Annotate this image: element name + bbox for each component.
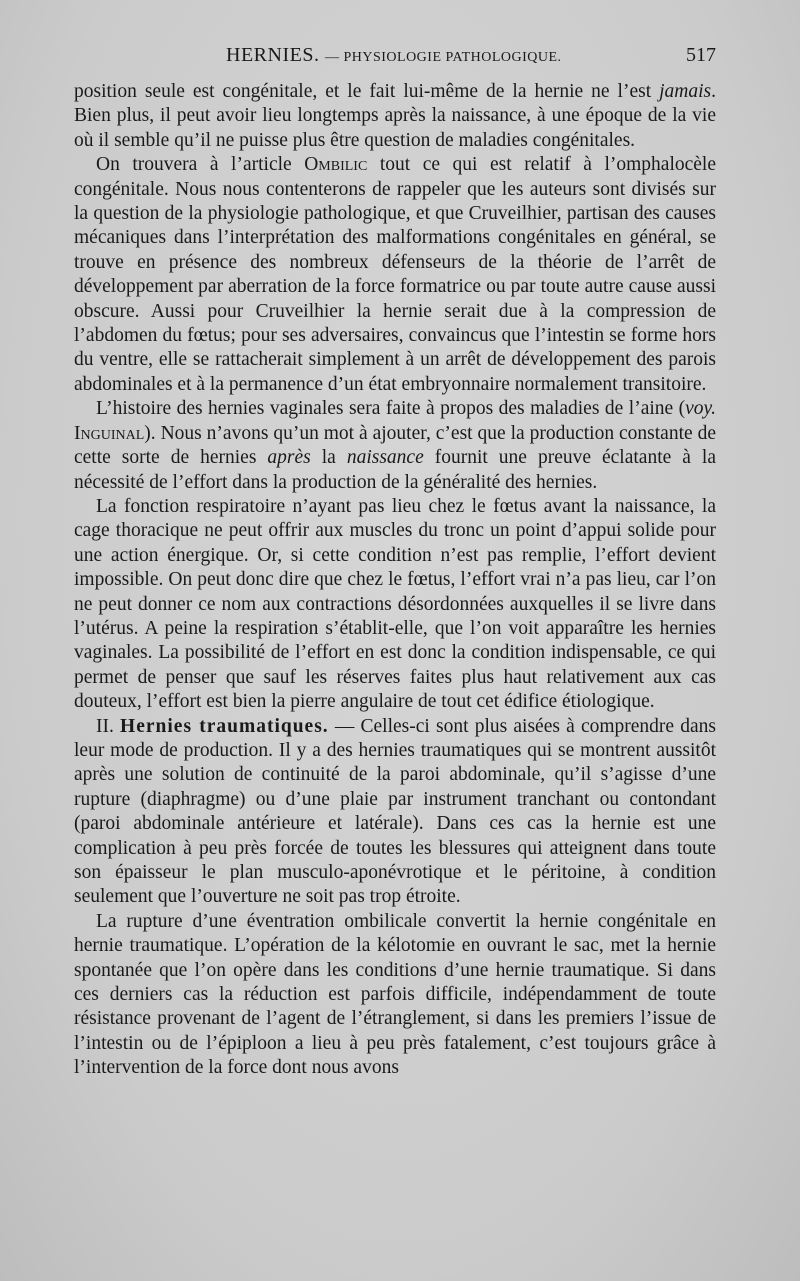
running-title	[226, 44, 562, 67]
text-run: . Bien plus, il peut avoir lieu longtemps après la naissance, à une époque de la vie où il semble qu’il ne puisse plus être question de maladies congénitales.	[74, 81, 716, 151]
text-run: position seule est congénitale, et le fait lui-même de la hernie ne l’est	[74, 81, 660, 102]
text-run: ). Nous n’avons qu’un mot à ajouter, c’est que la production constante de cette sorte de hernies	[74, 422, 716, 469]
text-run: L’histoire des hernies vaginales sera faite à propos des maladies de l’aine (	[96, 398, 686, 420]
running-title-main: HERNIES.	[226, 44, 320, 66]
paragraph-5	[74, 715, 716, 910]
paragraph-1	[74, 80, 716, 153]
running-header	[74, 44, 716, 74]
paragraph-6: La rupture d’une éventration ombilicale convertit la hernie congénitale en hernie traumatique. L’opération de la kélotomie en ouvrant le sac, met la hernie spontanée que l’on opère dans les conditions d’une hernie traumatique. Si dans ces derniers cas la réduction est parfois difficile, indépendamment de toute résistance provenant de l’agent de l’étranglement, si dans les premiers l’issue de l’intestin ou de l’épiploon a lieu à peu près fatalement, c’est toujours grâce à l’intervention de la force dont nous avons	[74, 910, 716, 1079]
italic-text: après	[267, 447, 311, 469]
section-number: II.	[96, 715, 121, 737]
italic-text: voy.	[685, 398, 716, 420]
page-number: 517	[686, 44, 716, 66]
paragraph-3	[74, 397, 716, 495]
text-run: On trouvera à l’article	[96, 154, 305, 176]
paragraph-2	[74, 153, 716, 397]
text-run: fournit une preuve éclatante à la nécessité de l’effort dans la production de la généralité des hernies.	[74, 447, 716, 493]
italic-text: jamais	[659, 81, 712, 102]
paragraph-4: La fonction respiratoire n’ayant pas lieu chez le fœtus avant la naissance, la cage thoracique ne peut offrir aux muscles du tronc un point d’appui solide pour une action énergique. Or, si cette condition n’est pas remplie, l’effort devient impossible. On peut donc dire que chez le fœtus, l’effort vrai n’a pas lieu, car l’on ne peut donner ce nom aux contractions désordonnées auxquelles il se livre dans l’utérus. A peine la respiration s’établit-elle, que l’on voit apparaître les hernies vaginales. La possibilité de l’effort en est donc la condition indispensable, ce qui permet de penser que sauf les réserves faites plus haut relativement aux cas douteux, l’effort est bien la pierre angulaire de tout cet édifice étiologique.	[74, 495, 716, 713]
text-run: — Celles-ci sont plus aisées à comprendre dans leur mode de production. Il y a des hernies traumatiques qui se montrent aussitôt après une solution de continuité de la paroi abdominale, qu’il s’agisse d’une rupture (diaphragme) ou d’une plaie par instrument tranchant ou contondant (paroi abdominale antérieure et latérale). Dans ces cas la hernie est une complication à peu près forcée de toutes les blessures qui atteignent dans toute son épaisseur le plan musculo-aponévrotique et le péritoine, à condition seulement que l’ouverture ne soit pas trop étroite.	[74, 715, 716, 908]
text-run: tout ce qui est relatif à l’omphalocèle congénitale. Nous nous contenterons de rappeler que les auteurs sont divisés sur la question de la physiologie pathologique, et que Cruveilhier, partisan des causes mécaniques dans l’interprétation des malformations congénitales en général, se trouve en présence des nombreux défenseurs de la théorie de l’arrêt de développement par aberration de la force formatrice ou par toute autre cause aussi obscure. Aussi pour Cruveilhier la hernie serait due à la compression de l’abdomen du fœtus; pour ses adversaires, convaincus que l’intestin se forme hors du ventre, elle se rattacherait simplement à un arrêt de développement des parois abdominales et à la permanence d’un état embryonnaire normalement transitoire.	[74, 154, 717, 395]
cross-reference: Inguinal	[74, 422, 145, 444]
cross-reference: Ombilic	[304, 154, 368, 176]
running-title-subtitle: — PHYSIOLOGIE PATHOLOGIQUE.	[324, 50, 562, 65]
section-heading: Hernies traumatiques.	[120, 715, 329, 737]
italic-text: naissance	[346, 447, 424, 469]
text-run: la	[310, 447, 347, 469]
page-body	[74, 80, 716, 1081]
